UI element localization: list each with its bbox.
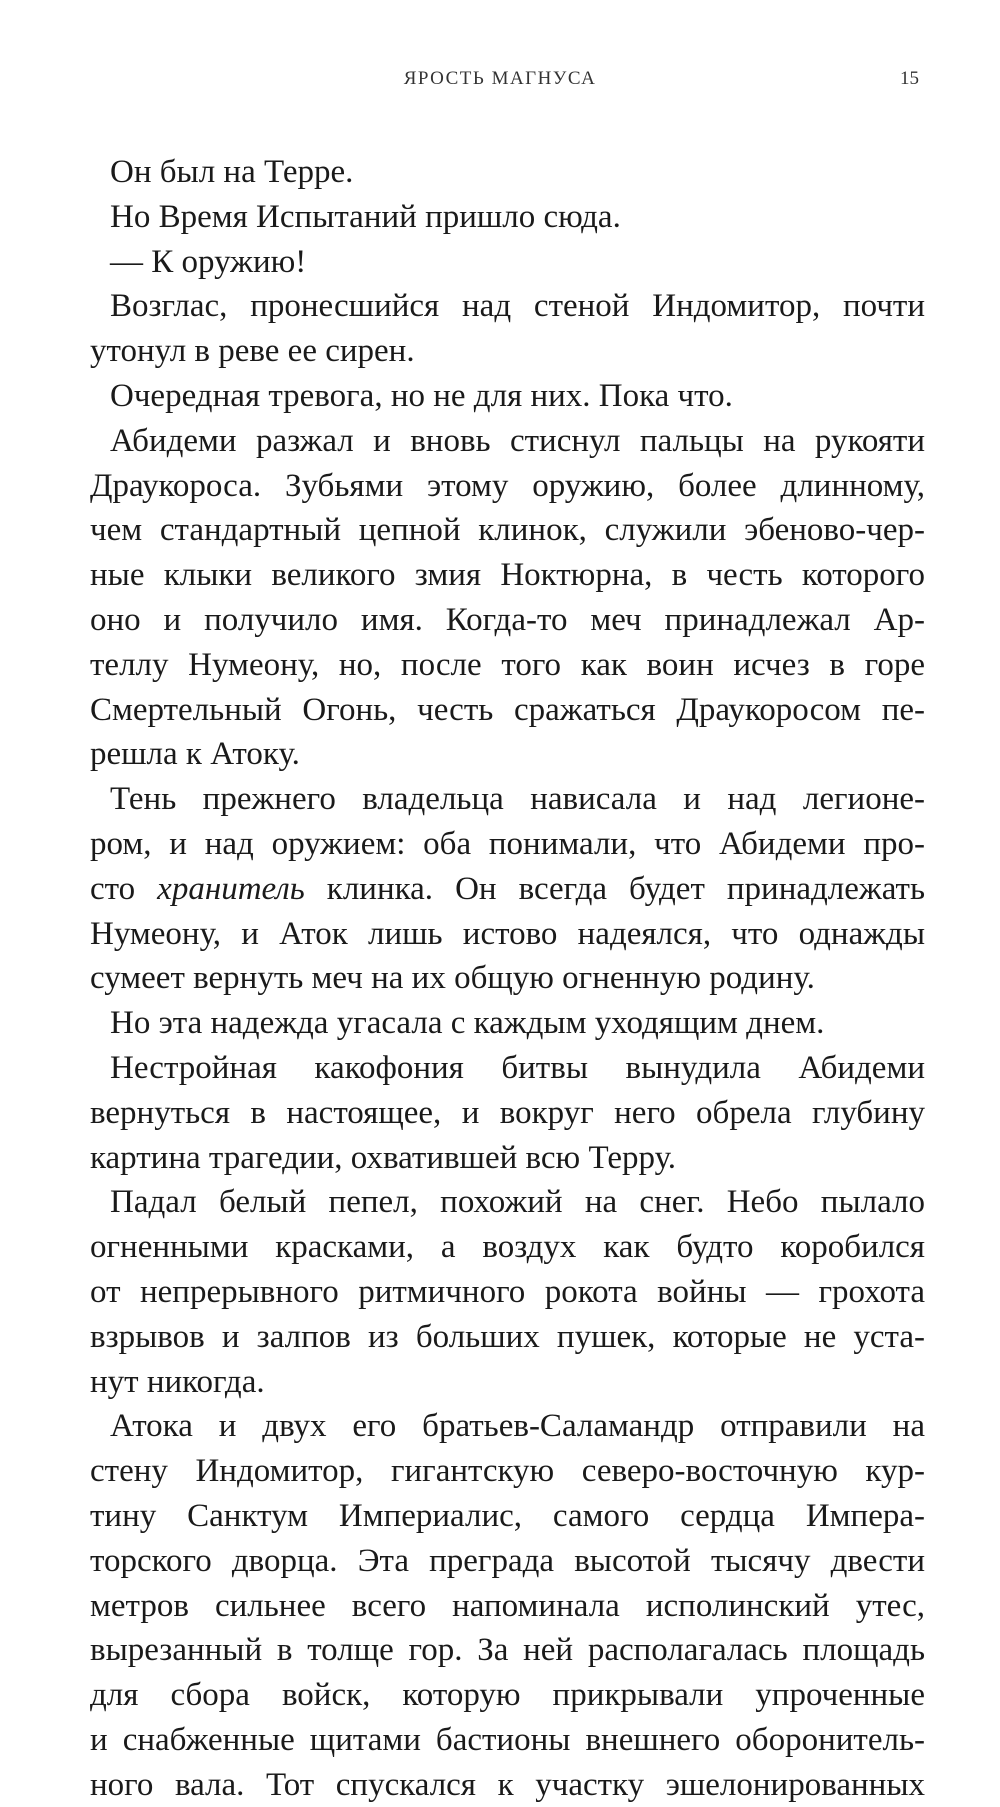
text-line: тину Санктум Империалис, самого сердца Импера- bbox=[90, 1497, 925, 1534]
line-after-italic: клинка. Он всегда будет принадлежать bbox=[304, 870, 925, 907]
running-header bbox=[0, 62, 1000, 102]
text-line: теллу Нумеону, но, после того как воин исчез в горе bbox=[90, 646, 925, 683]
page-number: 15 bbox=[900, 68, 919, 89]
text-line: ного вала. Тот спускался к участку эшелонированных bbox=[90, 1766, 925, 1803]
text-line: нут никогда. bbox=[90, 1363, 265, 1400]
text-line: — К оружию! bbox=[110, 243, 307, 280]
text-line: сумеет вернуть меч на их общую огненную родину. bbox=[90, 960, 815, 997]
text-line: и снабженные щитами бастионы внешнего оборонитель- bbox=[90, 1721, 925, 1758]
text-line: для сбора войск, которую прикрывали упроченные bbox=[90, 1677, 925, 1714]
text-line: чем стандартный цепной клинок, служили эбеново-чер- bbox=[90, 512, 925, 549]
text-line: ные клыки великого змия Ноктюрна, в честь которого bbox=[90, 557, 925, 594]
text-line: Тень прежнего владельца нависала и над легионе- bbox=[110, 781, 925, 818]
text-line-with-italic bbox=[90, 867, 925, 912]
text-line: картина трагедии, охватившей всю Терру. bbox=[90, 1139, 677, 1176]
running-title: ЯРОСТЬ МАГНУСА bbox=[403, 68, 597, 89]
text-line: Но эта надежда угасала с каждым уходящим днем. bbox=[110, 1005, 825, 1042]
text-line: Возглас, пронесшийся над стеной Индомитор, почти bbox=[110, 288, 925, 325]
text-line: утонул в реве ее сирен. bbox=[90, 333, 415, 370]
text-line: взрывов и залпов из больших пушек, которые не уста- bbox=[90, 1318, 925, 1355]
text-line: Очередная тревога, но не для них. Пока что. bbox=[110, 377, 733, 414]
line-before-italic: сто bbox=[90, 870, 158, 907]
text-line: Абидеми разжал и вновь стиснул пальцы на рукояти bbox=[110, 422, 925, 459]
text-line: решла к Атоку. bbox=[90, 736, 300, 773]
body-text bbox=[90, 150, 925, 1807]
text-line: от непрерывного ритмичного рокота войны — грохота bbox=[90, 1273, 925, 1310]
text-line: Нестройная какофония битвы вынудила Абидеми bbox=[110, 1049, 925, 1086]
text-line: Нумеону, и Аток лишь истово надеялся, что однажды bbox=[90, 915, 925, 952]
text-line: торского дворца. Эта преграда высотой тысячу двести bbox=[90, 1542, 925, 1579]
text-line: вырезанный в толще гор. За ней располагалась площадь bbox=[90, 1632, 925, 1669]
italic-word: хранитель bbox=[157, 870, 305, 907]
text-line: Он был на Терре. bbox=[110, 154, 354, 190]
text-line: стену Индомитор, гигантскую северо-восточную кур- bbox=[90, 1453, 925, 1490]
text-line: Но Время Испытаний пришло сюда. bbox=[110, 198, 621, 235]
text-line: ром, и над оружием: оба понимали, что Абидеми про- bbox=[90, 825, 925, 862]
text-line: метров сильнее всего напоминала исполинский утес, bbox=[90, 1587, 925, 1624]
text-line: Атока и двух его братьев-Саламандр отправили на bbox=[110, 1408, 925, 1445]
text-line: вернуться в настоящее, и вокруг него обрела глубину bbox=[90, 1094, 925, 1131]
text-line: Смертельный Огонь, честь сражаться Драукоросом пе- bbox=[90, 691, 925, 728]
text-line: Падал белый пепел, похожий на снег. Небо пылало bbox=[110, 1184, 925, 1221]
text-line: оно и получило имя. Когда-то меч принадлежал Ар- bbox=[90, 601, 925, 638]
text-line: Драукороса. Зубьями этому оружию, более длинному, bbox=[90, 467, 925, 504]
text-line: огненными красками, а воздух как будто коробился bbox=[90, 1229, 925, 1266]
